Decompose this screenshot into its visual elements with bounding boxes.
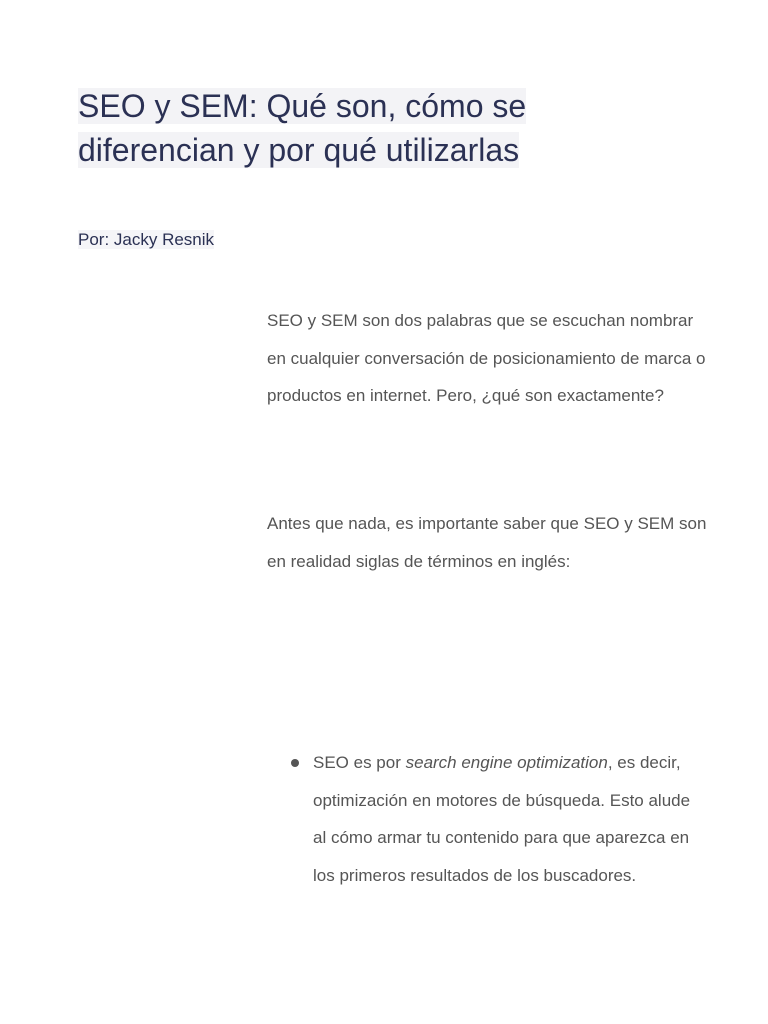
intro-paragraph: SEO y SEM son dos palabras que se escuchan nombrar en cualquier conversación de posicionamiento de marca o productos en internet. Pero, ¿qué son exactamente?: [267, 311, 706, 405]
bullet-emphasis: search engine optimization: [405, 753, 608, 772]
author-byline-text: Por: Jacky Resnik: [78, 230, 215, 249]
list-item-seo: [288, 744, 708, 894]
definitions-list: [288, 744, 708, 894]
bullet-suffix: , es decir, optimización en motores de búsqueda. Esto alude al cómo armar tu contenido para que aparezca en los primeros resultados de los buscadores.: [313, 753, 691, 885]
acronyms-paragraph: Antes que nada, es importante saber que SEO y SEM son en realidad siglas de términos en inglés:: [267, 514, 707, 571]
bullet-prefix: SEO es por: [313, 753, 406, 772]
article-title: [78, 84, 558, 172]
bullet-dot-icon: [291, 759, 299, 767]
author-byline: [78, 228, 214, 252]
article-title-text: SEO y SEM: Qué son, cómo se diferencian y por qué utilizarlas: [78, 88, 527, 168]
